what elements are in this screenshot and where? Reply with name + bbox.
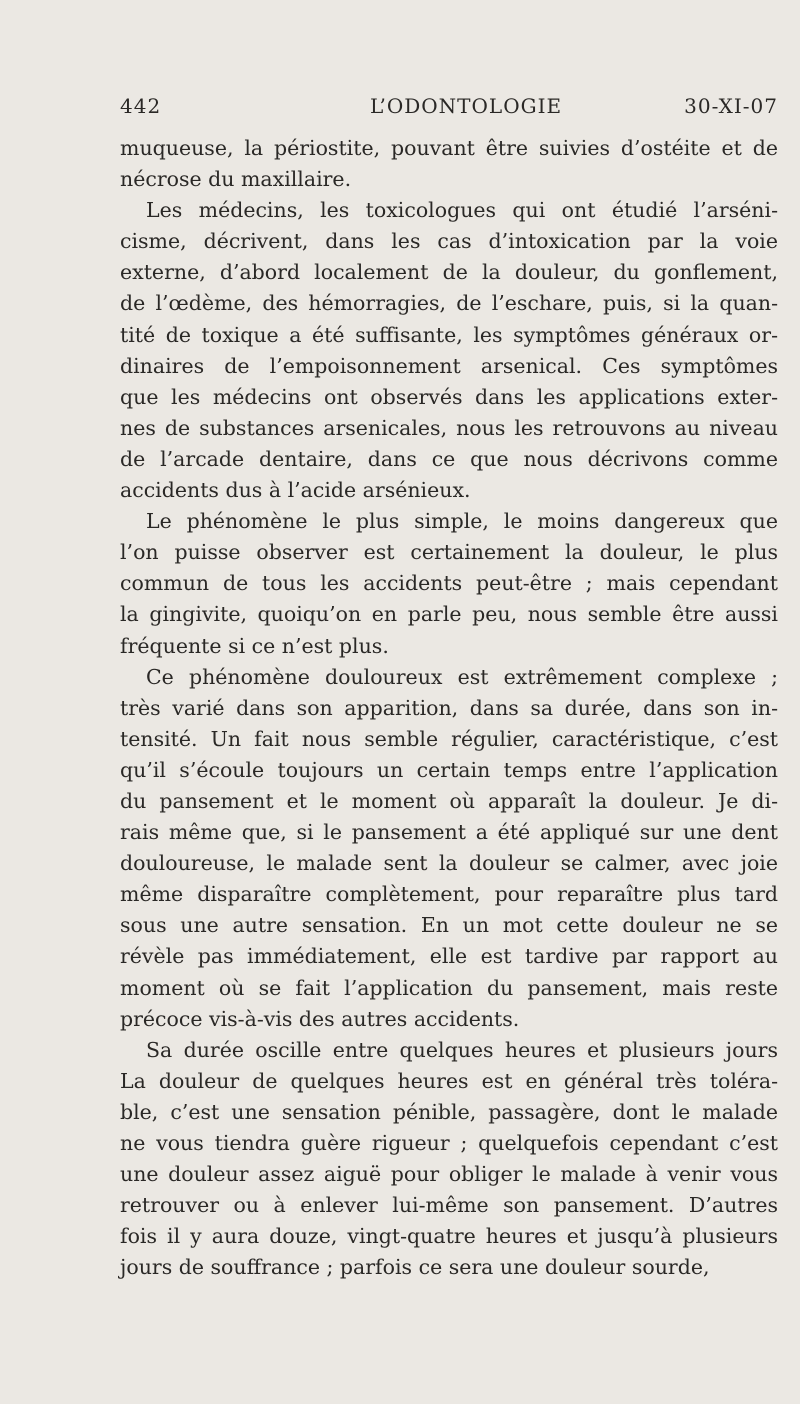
text-line: retrouver ou à enlever lui-même son pansement. D’autres	[120, 1193, 778, 1218]
paragraph	[120, 195, 778, 506]
text-line: douloureuse, le malade sent la douleur se calmer, avec joie	[120, 851, 778, 876]
text-line: ble, c’est une sensation pénible, passagère, dont le malade	[120, 1099, 778, 1124]
text-line: révèle pas immédiatement, elle est tardive par rapport au	[120, 944, 778, 969]
text-line: La douleur de quelques heures est en général très toléra-	[120, 1068, 778, 1093]
text-line: tensité. Un fait nous semble régulier, caractéristique, c’est	[120, 726, 778, 751]
page-number: 442	[120, 94, 162, 118]
text-line: que les médecins ont observés dans les applications exter-	[120, 384, 778, 409]
text-line: de l’œdème, des hémorragies, de l’eschare, puis, si la quan-	[120, 291, 778, 316]
text-line: nécrose du maxillaire.	[120, 167, 352, 192]
text-line: Sa durée oscille entre quelques heures et plusieurs jours	[146, 1037, 778, 1062]
text-line: Le phénomène le plus simple, le moins dangereux que	[146, 509, 778, 534]
text-line: Les médecins, les toxicologues qui ont étudié l’arséni-	[146, 198, 778, 223]
body-text	[120, 133, 778, 1283]
text-line: la gingivite, quoiqu’on en parle peu, nous semble être aussi	[120, 602, 778, 627]
text-line: de l’arcade dentaire, dans ce que nous décrivons comme	[120, 446, 778, 471]
paragraph	[120, 662, 778, 1035]
text-line: même disparaître complètement, pour reparaître plus tard	[120, 882, 778, 907]
text-line: Ce phénomène douloureux est extrêmement complexe ;	[146, 664, 778, 689]
text-line: dinaires de l’empoisonnement arsenical. Ces symptômes	[120, 353, 778, 378]
text-line: externe, d’abord localement de la douleur, du gonflement,	[120, 260, 778, 285]
text-line: très varié dans son apparition, dans sa durée, dans son in-	[120, 695, 778, 720]
text-line: sous une autre sensation. En un mot cette douleur ne se	[120, 913, 778, 938]
text-line: commun de tous les accidents peut-être ; mais cependant	[120, 571, 778, 596]
running-title: L’ODONTOLOGIE	[370, 94, 563, 118]
text-line: muqueuse, la périostite, pouvant être suivies d’ostéite et de	[120, 136, 778, 160]
running-header	[120, 94, 778, 124]
text-line: ne vous tiendra guère rigueur ; quelquefois cependant c’est	[120, 1131, 778, 1155]
text-line: précoce vis-à-vis des autres accidents.	[120, 1006, 520, 1031]
paragraph	[120, 1035, 778, 1284]
text-line: moment où se fait l’application du pansement, mais reste	[120, 975, 778, 1000]
paragraph	[120, 133, 778, 195]
issue-date: 30-XI-07	[684, 94, 778, 118]
text-line: fréquente si ce n’est plus.	[120, 633, 389, 658]
text-line: qu’il s’écoule toujours un certain temps entre l’application	[120, 757, 778, 782]
text-line: jours de souffrance ; parfois ce sera une douleur sourde,	[120, 1255, 710, 1280]
text-line: une douleur assez aiguë pour obliger le malade à venir vous	[120, 1162, 778, 1187]
text-line: l’on puisse observer est certainement la douleur, le plus	[120, 540, 778, 565]
text-line: tité de toxique a été suffisante, les symptômes généraux or-	[120, 322, 778, 347]
text-line: cisme, décrivent, dans les cas d’intoxication par la voie	[120, 229, 778, 254]
text-line: fois il y aura douze, vingt-quatre heures et jusqu’à plusieurs	[120, 1224, 778, 1249]
text-line: nes de substances arsenicales, nous les retrouvons au niveau	[120, 415, 778, 440]
text-line: du pansement et le moment où apparaît la douleur. Je di-	[120, 788, 778, 813]
paragraph	[120, 506, 778, 661]
text-line: accidents dus à l’acide arsénieux.	[120, 478, 471, 503]
text-line: rais même que, si le pansement a été appliqué sur une dent	[120, 820, 778, 845]
